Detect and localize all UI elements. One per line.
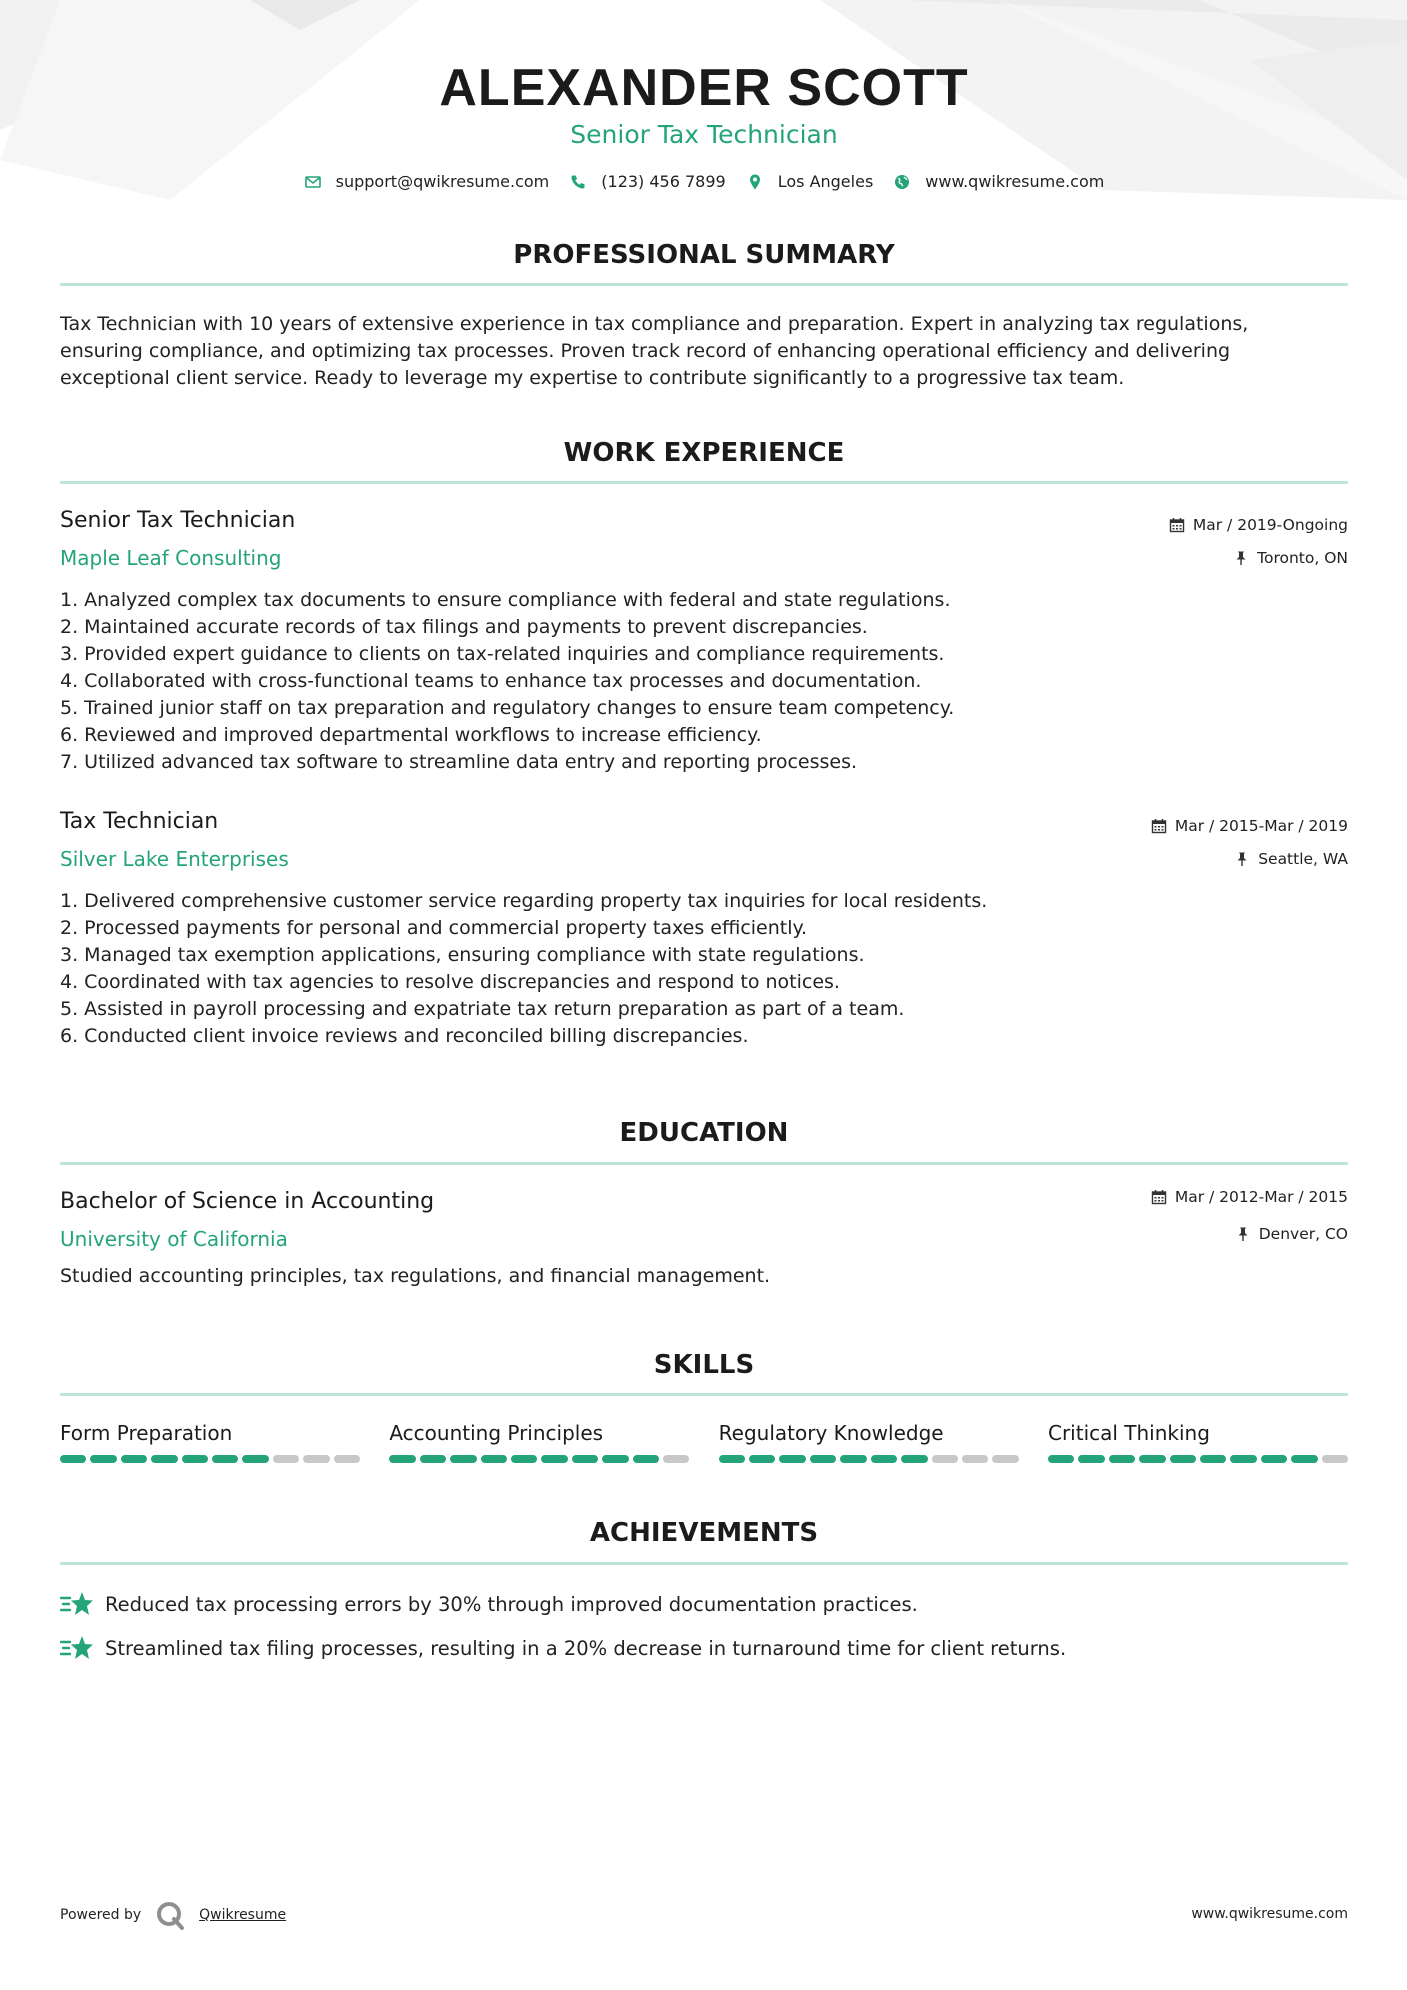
skill-level-bar (1048, 1455, 1348, 1463)
pushpin-icon (1235, 1226, 1251, 1242)
skill-level-segment (303, 1455, 329, 1463)
contact-bar (60, 172, 1348, 191)
skill-level-segment (1139, 1455, 1165, 1463)
globe-icon (893, 173, 911, 191)
contact-website[interactable]: www.qwikresume.com (893, 172, 1104, 191)
skills-grid (60, 1421, 1348, 1463)
skill-level-segment (389, 1455, 415, 1463)
skill-level-segment (511, 1455, 537, 1463)
map-pin-icon (746, 173, 764, 191)
contact-location: Los Angeles (746, 172, 874, 191)
skill-name: Accounting Principles (389, 1421, 604, 1445)
job-title: Senior Tax Technician (60, 508, 296, 533)
skill-item (60, 1421, 360, 1463)
list-item: 7. Utilized advanced tax software to streamline data entry and reporting processes. (60, 751, 858, 773)
envelope-icon (304, 173, 322, 191)
calendar-icon (1151, 1189, 1167, 1205)
job-dates: Mar / 2015-Mar / 2019 (1151, 817, 1348, 835)
job-title: Tax Technician (60, 809, 219, 834)
job-location: Toronto, ON (1233, 549, 1348, 567)
skill-level-segment (450, 1455, 476, 1463)
skill-level-segment (420, 1455, 446, 1463)
skill-level-segment (1322, 1455, 1348, 1463)
skill-name: Form Preparation (60, 1421, 233, 1445)
skill-level-segment (273, 1455, 299, 1463)
pushpin-icon (1233, 550, 1249, 566)
qwikresume-logo-icon (155, 1900, 185, 1930)
job-location: Seattle, WA (1234, 850, 1348, 868)
list-item: 5. Assisted in payroll processing and expatriate tax return preparation as part of a team. (60, 998, 905, 1020)
skill-level-segment (182, 1455, 208, 1463)
job-dates: Mar / 2019-Ongoing (1169, 516, 1348, 534)
skill-level-segment (932, 1455, 958, 1463)
calendar-icon (1169, 517, 1185, 533)
skill-level-segment (242, 1455, 268, 1463)
summary-heading: PROFESSIONAL SUMMARY (513, 240, 895, 270)
section-divider (60, 1393, 1348, 1396)
job-responsibilities (60, 888, 1348, 1050)
list-item: 5. Trained junior staff on tax preparation and regulatory changes to ensure team competency. (60, 697, 955, 719)
skill-level-segment (121, 1455, 147, 1463)
section-divider (60, 481, 1348, 484)
skill-level-segment (779, 1455, 805, 1463)
skill-level-segment (871, 1455, 897, 1463)
skill-level-segment (1291, 1455, 1317, 1463)
skill-level-segment (1048, 1455, 1074, 1463)
skill-level-segment (1261, 1455, 1287, 1463)
skill-level-segment (541, 1455, 567, 1463)
skill-level-segment (572, 1455, 598, 1463)
skill-level-segment (962, 1455, 988, 1463)
skill-level-segment (749, 1455, 775, 1463)
summary-text: Tax Technician with 10 years of extensive experience in tax compliance and preparation. Expert in analyzing tax regulations, ensuring compliance, and optimizing tax processes. Proven track record of enhancing operational efficiency and delivering exceptional client service. Ready to leverage my expertise to contribute significantly to a progressive tax team. (60, 313, 1249, 389)
school-name: University of California (60, 1227, 288, 1251)
education-description: Studied accounting principles, tax regulations, and financial management. (60, 1265, 771, 1287)
skill-level-segment (1109, 1455, 1135, 1463)
list-item: 3. Provided expert guidance to clients on tax-related inquiries and compliance requirements. (60, 643, 945, 665)
skill-level-segment (810, 1455, 836, 1463)
skill-name: Regulatory Knowledge (718, 1421, 944, 1445)
degree-title: Bachelor of Science in Accounting (60, 1189, 435, 1214)
list-item: 3. Managed tax exemption applications, ensuring compliance with state regulations. (60, 944, 865, 966)
calendar-icon (1151, 818, 1167, 834)
experience-heading: WORK EXPERIENCE (563, 438, 845, 468)
skill-level-segment (334, 1455, 360, 1463)
list-item: 1. Analyzed complex tax documents to ensure compliance with federal and state regulations. (60, 589, 951, 611)
skill-level-segment (1200, 1455, 1226, 1463)
section-divider (60, 1162, 1348, 1165)
skill-level-segment (719, 1455, 745, 1463)
education-dates: Mar / 2012-Mar / 2015 (1151, 1188, 1348, 1206)
list-item: 6. Reviewed and improved departmental workflows to increase efficiency. (60, 724, 762, 746)
skill-level-segment (1230, 1455, 1256, 1463)
skill-level-segment (481, 1455, 507, 1463)
footer-powered-by: Powered by Qwikresume (60, 1900, 286, 1930)
phone-icon (569, 173, 587, 191)
list-item: 6. Conducted client invoice reviews and reconciled billing discrepancies. (60, 1025, 749, 1047)
achievement-item: Streamlined tax filing processes, resulting in a 20% decrease in turnaround time for client returns. (60, 1633, 1066, 1663)
education-location: Denver, CO (1235, 1225, 1348, 1243)
section-divider (60, 1562, 1348, 1565)
skill-level-segment (1170, 1455, 1196, 1463)
list-item: 4. Collaborated with cross-functional teams to enhance tax processes and documentation. (60, 670, 922, 692)
skills-heading: SKILLS (653, 1350, 755, 1380)
contact-phone[interactable]: (123) 456 7899 (569, 172, 725, 191)
list-item: 2. Maintained accurate records of tax filings and payments to prevent discrepancies. (60, 616, 868, 638)
list-item: 4. Coordinated with tax agencies to resolve discrepancies and respond to notices. (60, 971, 840, 993)
skill-item (719, 1421, 1019, 1463)
skill-level-segment (212, 1455, 238, 1463)
skill-item (389, 1421, 689, 1463)
section-divider (60, 283, 1348, 286)
candidate-name: ALEXANDER SCOTT (439, 59, 969, 117)
skill-level-segment (663, 1455, 689, 1463)
skill-level-bar (719, 1455, 1019, 1463)
skill-level-segment (1078, 1455, 1104, 1463)
contact-email[interactable]: support@qwikresume.com (304, 172, 550, 191)
skill-level-bar (389, 1455, 689, 1463)
skill-level-segment (840, 1455, 866, 1463)
skill-item (1048, 1421, 1348, 1463)
achievement-item: Reduced tax processing errors by 30% through improved documentation practices. (60, 1589, 918, 1619)
skill-level-segment (90, 1455, 116, 1463)
job-company: Maple Leaf Consulting (60, 546, 282, 570)
footer-website[interactable]: www.qwikresume.com (1191, 1906, 1348, 1922)
achievements-heading: ACHIEVEMENTS (589, 1518, 819, 1548)
skill-level-segment (602, 1455, 628, 1463)
job-responsibilities (60, 587, 1348, 776)
brand-link[interactable]: Qwikresume (199, 1907, 287, 1923)
skill-level-segment (901, 1455, 927, 1463)
skill-level-bar (60, 1455, 360, 1463)
education-heading: EDUCATION (619, 1118, 789, 1148)
list-item: 1. Delivered comprehensive customer service regarding property tax inquiries for local residents. (60, 890, 988, 912)
skill-level-segment (151, 1455, 177, 1463)
job-company: Silver Lake Enterprises (60, 847, 289, 871)
shooting-star-icon (60, 1633, 94, 1663)
skill-level-segment (633, 1455, 659, 1463)
list-item: 2. Processed payments for personal and commercial property taxes efficiently. (60, 917, 808, 939)
pushpin-icon (1234, 851, 1250, 867)
skill-level-segment (60, 1455, 86, 1463)
candidate-title: Senior Tax Technician (570, 120, 838, 149)
skill-level-segment (992, 1455, 1018, 1463)
skill-name: Critical Thinking (1047, 1421, 1210, 1445)
shooting-star-icon (60, 1589, 94, 1619)
